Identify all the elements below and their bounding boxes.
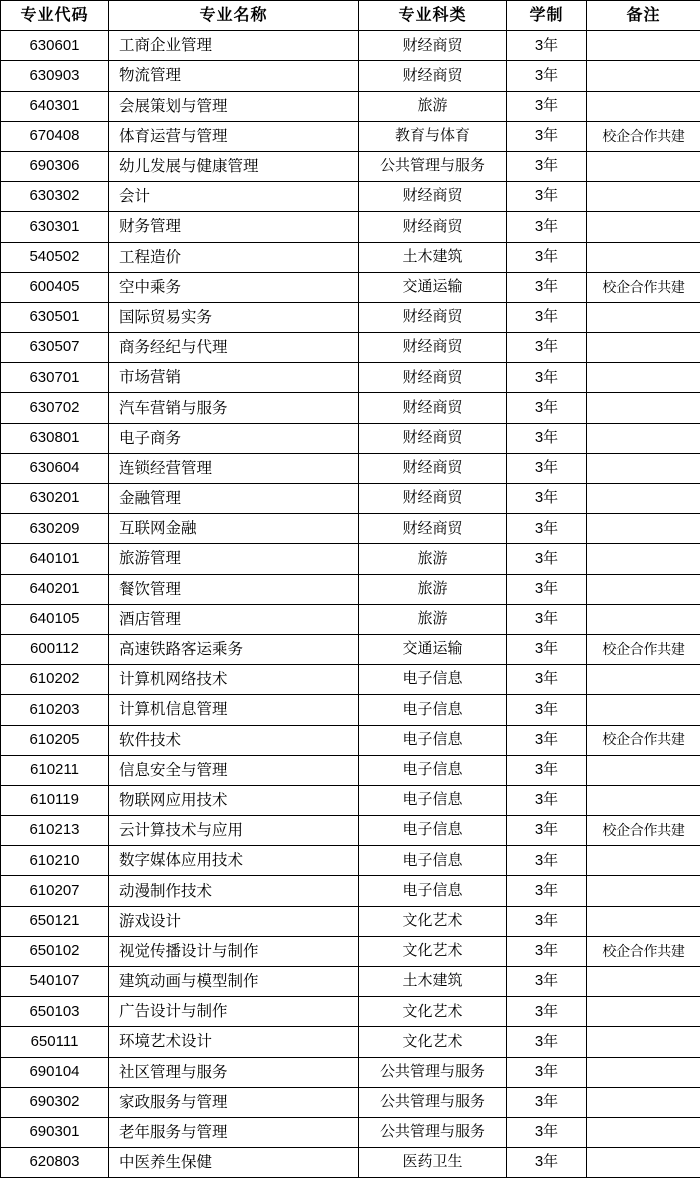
cell-study-years: 3年 — [507, 634, 587, 664]
cell-remark — [587, 514, 700, 544]
cell-major-code: 630302 — [1, 182, 109, 212]
cell-major-category: 文化艺术 — [359, 906, 507, 936]
cell-study-years: 3年 — [507, 182, 587, 212]
cell-major-category: 财经商贸 — [359, 302, 507, 332]
table-row — [1, 816, 700, 846]
cell-major-name: 酒店管理 — [109, 604, 359, 634]
table-row — [1, 574, 700, 604]
cell-major-name: 信息安全与管理 — [109, 755, 359, 785]
cell-major-code: 630604 — [1, 453, 109, 483]
cell-major-name: 商务经纪与代理 — [109, 333, 359, 363]
table-row — [1, 967, 700, 997]
cell-major-name: 社区管理与服务 — [109, 1057, 359, 1087]
cell-major-code: 630201 — [1, 484, 109, 514]
cell-remark — [587, 967, 700, 997]
cell-major-name: 物联网应用技术 — [109, 785, 359, 815]
table-row — [1, 906, 700, 936]
cell-major-name: 计算机信息管理 — [109, 695, 359, 725]
cell-major-code: 610202 — [1, 665, 109, 695]
cell-remark: 校企合作共建 — [587, 725, 700, 755]
cell-study-years: 3年 — [507, 1087, 587, 1117]
cell-major-code: 610207 — [1, 876, 109, 906]
cell-major-category: 文化艺术 — [359, 997, 507, 1027]
cell-major-name: 环境艺术设计 — [109, 1027, 359, 1057]
cell-major-name: 汽车营销与服务 — [109, 393, 359, 423]
cell-remark — [587, 242, 700, 272]
cell-major-code: 630501 — [1, 302, 109, 332]
cell-remark: 校企合作共建 — [587, 936, 700, 966]
cell-remark — [587, 997, 700, 1027]
cell-remark — [587, 544, 700, 574]
table-row — [1, 876, 700, 906]
cell-major-code: 540502 — [1, 242, 109, 272]
cell-study-years: 3年 — [507, 936, 587, 966]
cell-major-code: 600112 — [1, 634, 109, 664]
cell-major-code: 600405 — [1, 272, 109, 302]
cell-major-name: 连锁经营管理 — [109, 453, 359, 483]
cell-major-category: 公共管理与服务 — [359, 151, 507, 181]
cell-study-years: 3年 — [507, 151, 587, 181]
cell-study-years: 3年 — [507, 997, 587, 1027]
cell-major-category: 电子信息 — [359, 665, 507, 695]
table-row — [1, 604, 700, 634]
cell-major-name: 数字媒体应用技术 — [109, 846, 359, 876]
cell-remark — [587, 876, 700, 906]
cell-remark — [587, 212, 700, 242]
cell-remark — [587, 1148, 700, 1178]
table-row — [1, 423, 700, 453]
cell-major-name: 幼儿发展与健康管理 — [109, 151, 359, 181]
cell-major-name: 互联网金融 — [109, 514, 359, 544]
cell-study-years: 3年 — [507, 212, 587, 242]
cell-major-code: 540107 — [1, 967, 109, 997]
cell-major-category: 财经商贸 — [359, 514, 507, 544]
cell-remark: 校企合作共建 — [587, 634, 700, 664]
cell-major-code: 630507 — [1, 333, 109, 363]
column-header-name: 专业名称 — [109, 1, 359, 31]
cell-major-category: 电子信息 — [359, 785, 507, 815]
cell-study-years: 3年 — [507, 91, 587, 121]
cell-remark — [587, 61, 700, 91]
cell-major-name: 餐饮管理 — [109, 574, 359, 604]
cell-remark — [587, 1087, 700, 1117]
cell-remark — [587, 1057, 700, 1087]
cell-major-code: 650121 — [1, 906, 109, 936]
cell-major-name: 金融管理 — [109, 484, 359, 514]
cell-major-code: 640101 — [1, 544, 109, 574]
cell-major-name: 软件技术 — [109, 725, 359, 755]
cell-major-category: 财经商贸 — [359, 393, 507, 423]
cell-major-code: 620803 — [1, 1148, 109, 1178]
cell-study-years: 3年 — [507, 967, 587, 997]
cell-study-years: 3年 — [507, 665, 587, 695]
cell-major-category: 交通运输 — [359, 272, 507, 302]
cell-major-code: 630903 — [1, 61, 109, 91]
cell-major-name: 老年服务与管理 — [109, 1117, 359, 1147]
table-row — [1, 31, 700, 61]
cell-major-code: 690306 — [1, 151, 109, 181]
cell-remark — [587, 393, 700, 423]
table-row — [1, 242, 700, 272]
cell-study-years: 3年 — [507, 1027, 587, 1057]
table-row — [1, 755, 700, 785]
cell-remark — [587, 665, 700, 695]
cell-major-code: 630301 — [1, 212, 109, 242]
table-body — [1, 31, 700, 1178]
table-row — [1, 997, 700, 1027]
cell-major-category: 财经商贸 — [359, 484, 507, 514]
cell-study-years: 3年 — [507, 242, 587, 272]
cell-major-category: 公共管理与服务 — [359, 1087, 507, 1117]
cell-major-category: 文化艺术 — [359, 1027, 507, 1057]
cell-remark — [587, 91, 700, 121]
cell-major-code: 630801 — [1, 423, 109, 453]
cell-study-years: 3年 — [507, 846, 587, 876]
column-header-years: 学制 — [507, 1, 587, 31]
cell-major-name: 动漫制作技术 — [109, 876, 359, 906]
cell-study-years: 3年 — [507, 906, 587, 936]
table-row — [1, 725, 700, 755]
cell-major-code: 650102 — [1, 936, 109, 966]
cell-remark — [587, 484, 700, 514]
cell-major-code: 610213 — [1, 816, 109, 846]
cell-remark — [587, 695, 700, 725]
cell-major-category: 旅游 — [359, 604, 507, 634]
table-row — [1, 785, 700, 815]
cell-major-name: 财务管理 — [109, 212, 359, 242]
cell-study-years: 3年 — [507, 725, 587, 755]
table-row — [1, 634, 700, 664]
table-row — [1, 544, 700, 574]
cell-major-name: 中医养生保健 — [109, 1148, 359, 1178]
cell-major-category: 财经商贸 — [359, 31, 507, 61]
cell-remark — [587, 151, 700, 181]
table-row — [1, 333, 700, 363]
cell-major-category: 土木建筑 — [359, 967, 507, 997]
table-row — [1, 363, 700, 393]
cell-major-name: 工程造价 — [109, 242, 359, 272]
column-header-code: 专业代码 — [1, 1, 109, 31]
cell-major-category: 旅游 — [359, 544, 507, 574]
table-row — [1, 665, 700, 695]
cell-study-years: 3年 — [507, 484, 587, 514]
cell-remark — [587, 31, 700, 61]
cell-major-category: 旅游 — [359, 574, 507, 604]
table-row — [1, 61, 700, 91]
cell-major-name: 体育运营与管理 — [109, 121, 359, 151]
cell-major-category: 电子信息 — [359, 846, 507, 876]
cell-major-category: 财经商贸 — [359, 333, 507, 363]
cell-remark: 校企合作共建 — [587, 816, 700, 846]
cell-major-name: 游戏设计 — [109, 906, 359, 936]
cell-major-category: 财经商贸 — [359, 212, 507, 242]
cell-major-category: 医药卫生 — [359, 1148, 507, 1178]
cell-study-years: 3年 — [507, 121, 587, 151]
cell-major-name: 电子商务 — [109, 423, 359, 453]
cell-major-category: 电子信息 — [359, 816, 507, 846]
table-row — [1, 302, 700, 332]
cell-major-category: 旅游 — [359, 91, 507, 121]
cell-major-code: 650103 — [1, 997, 109, 1027]
cell-major-name: 建筑动画与模型制作 — [109, 967, 359, 997]
cell-major-category: 财经商贸 — [359, 61, 507, 91]
cell-major-category: 电子信息 — [359, 755, 507, 785]
cell-major-code: 610210 — [1, 846, 109, 876]
cell-remark — [587, 1027, 700, 1057]
table-row — [1, 453, 700, 483]
cell-major-code: 610203 — [1, 695, 109, 725]
table-row — [1, 695, 700, 725]
cell-major-code: 630702 — [1, 393, 109, 423]
cell-study-years: 3年 — [507, 816, 587, 846]
cell-major-name: 空中乘务 — [109, 272, 359, 302]
cell-remark — [587, 302, 700, 332]
cell-remark — [587, 1117, 700, 1147]
cell-major-category: 教育与体育 — [359, 121, 507, 151]
cell-remark — [587, 333, 700, 363]
table-row — [1, 1148, 700, 1178]
table-row — [1, 846, 700, 876]
cell-study-years: 3年 — [507, 333, 587, 363]
cell-major-name: 会计 — [109, 182, 359, 212]
cell-major-category: 公共管理与服务 — [359, 1057, 507, 1087]
table-row — [1, 272, 700, 302]
cell-study-years: 3年 — [507, 31, 587, 61]
cell-remark — [587, 755, 700, 785]
cell-major-category: 公共管理与服务 — [359, 1117, 507, 1147]
cell-major-category: 土木建筑 — [359, 242, 507, 272]
cell-major-code: 640201 — [1, 574, 109, 604]
cell-major-name: 市场营销 — [109, 363, 359, 393]
cell-major-name: 云计算技术与应用 — [109, 816, 359, 846]
cell-remark: 校企合作共建 — [587, 121, 700, 151]
cell-major-code: 610119 — [1, 785, 109, 815]
table-row — [1, 393, 700, 423]
cell-major-category: 财经商贸 — [359, 363, 507, 393]
cell-study-years: 3年 — [507, 604, 587, 634]
cell-study-years: 3年 — [507, 363, 587, 393]
cell-major-code: 610211 — [1, 755, 109, 785]
cell-major-code: 640301 — [1, 91, 109, 121]
cell-major-code: 630701 — [1, 363, 109, 393]
cell-remark — [587, 182, 700, 212]
cell-remark: 校企合作共建 — [587, 272, 700, 302]
cell-major-name: 家政服务与管理 — [109, 1087, 359, 1117]
cell-study-years: 3年 — [507, 695, 587, 725]
table-row — [1, 182, 700, 212]
cell-major-name: 旅游管理 — [109, 544, 359, 574]
table-row — [1, 936, 700, 966]
cell-study-years: 3年 — [507, 1117, 587, 1147]
cell-major-category: 财经商贸 — [359, 182, 507, 212]
table-row — [1, 1027, 700, 1057]
cell-major-code: 640105 — [1, 604, 109, 634]
table-row — [1, 1057, 700, 1087]
cell-study-years: 3年 — [507, 453, 587, 483]
table-row — [1, 212, 700, 242]
cell-major-category: 财经商贸 — [359, 453, 507, 483]
cell-major-name: 高速铁路客运乘务 — [109, 634, 359, 664]
cell-major-code: 690302 — [1, 1087, 109, 1117]
table-row — [1, 1087, 700, 1117]
cell-study-years: 3年 — [507, 272, 587, 302]
cell-major-category: 财经商贸 — [359, 423, 507, 453]
cell-major-name: 工商企业管理 — [109, 31, 359, 61]
cell-remark — [587, 846, 700, 876]
cell-remark — [587, 785, 700, 815]
table-row — [1, 91, 700, 121]
cell-study-years: 3年 — [507, 1148, 587, 1178]
table-row — [1, 151, 700, 181]
cell-major-code: 610205 — [1, 725, 109, 755]
cell-study-years: 3年 — [507, 393, 587, 423]
cell-study-years: 3年 — [507, 544, 587, 574]
table-row — [1, 1117, 700, 1147]
cell-major-category: 电子信息 — [359, 725, 507, 755]
cell-major-category: 电子信息 — [359, 876, 507, 906]
cell-major-name: 物流管理 — [109, 61, 359, 91]
cell-study-years: 3年 — [507, 514, 587, 544]
table-row — [1, 514, 700, 544]
table-row — [1, 484, 700, 514]
cell-remark — [587, 363, 700, 393]
cell-study-years: 3年 — [507, 755, 587, 785]
cell-major-code: 630209 — [1, 514, 109, 544]
table-row — [1, 121, 700, 151]
cell-major-name: 广告设计与制作 — [109, 997, 359, 1027]
cell-major-category: 电子信息 — [359, 695, 507, 725]
cell-study-years: 3年 — [507, 302, 587, 332]
cell-major-code: 630601 — [1, 31, 109, 61]
cell-study-years: 3年 — [507, 423, 587, 453]
cell-major-code: 690301 — [1, 1117, 109, 1147]
cell-major-category: 文化艺术 — [359, 936, 507, 966]
cell-remark — [587, 453, 700, 483]
cell-study-years: 3年 — [507, 574, 587, 604]
cell-remark — [587, 906, 700, 936]
cell-major-code: 670408 — [1, 121, 109, 151]
cell-major-category: 交通运输 — [359, 634, 507, 664]
column-header-note: 备注 — [587, 1, 700, 31]
cell-remark — [587, 574, 700, 604]
cell-study-years: 3年 — [507, 1057, 587, 1087]
cell-remark — [587, 604, 700, 634]
cell-major-name: 会展策划与管理 — [109, 91, 359, 121]
table-header-row — [1, 1, 700, 31]
cell-major-name: 国际贸易实务 — [109, 302, 359, 332]
cell-study-years: 3年 — [507, 876, 587, 906]
cell-remark — [587, 423, 700, 453]
cell-major-code: 690104 — [1, 1057, 109, 1087]
column-header-category: 专业科类 — [359, 1, 507, 31]
cell-study-years: 3年 — [507, 61, 587, 91]
cell-major-name: 计算机网络技术 — [109, 665, 359, 695]
cell-major-code: 650111 — [1, 1027, 109, 1057]
cell-major-name: 视觉传播设计与制作 — [109, 936, 359, 966]
cell-study-years: 3年 — [507, 785, 587, 815]
